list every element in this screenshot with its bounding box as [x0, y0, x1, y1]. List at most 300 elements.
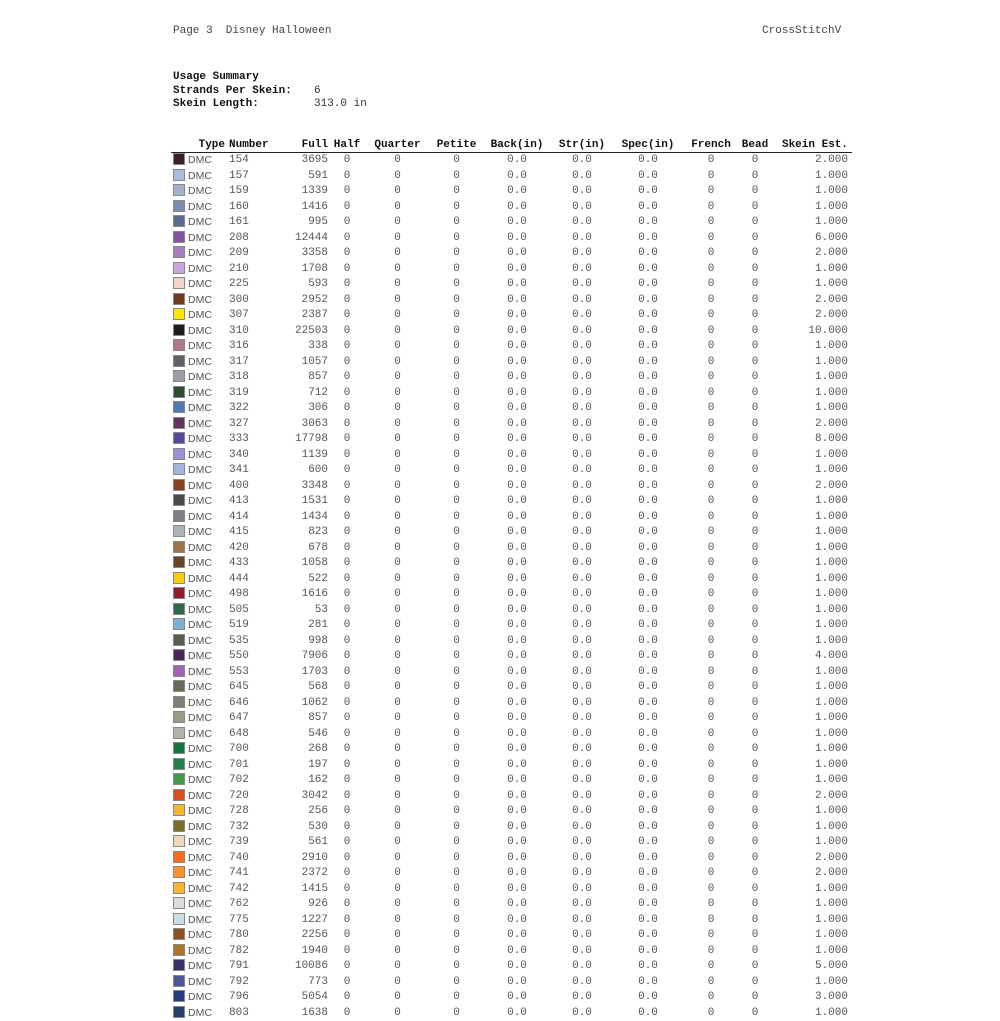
spec-cell: 0.0: [614, 990, 682, 1006]
quarter-cell: 0: [366, 866, 429, 882]
bead-cell: 0: [740, 510, 770, 526]
petite-cell: 0: [429, 866, 484, 882]
bead-cell: 0: [740, 417, 770, 433]
back-cell: 0.0: [484, 386, 550, 402]
thread-type: DMC: [188, 635, 212, 647]
back-cell: 0.0: [484, 587, 550, 603]
spec-cell: 0.0: [614, 200, 682, 216]
color-swatch-icon: [173, 246, 185, 258]
petite-cell: 0: [429, 820, 484, 836]
app-name: CrossStitchV: [762, 25, 841, 37]
half-cell: 0: [328, 665, 366, 681]
usage-summary: [173, 71, 367, 112]
petite-cell: 0: [429, 494, 484, 510]
petite-cell: 0: [429, 401, 484, 417]
back-cell: 0.0: [484, 835, 550, 851]
str-cell: 0.0: [550, 634, 614, 650]
bead-cell: 0: [740, 711, 770, 727]
number-cell: 645: [229, 680, 273, 696]
full-cell: 1434: [273, 510, 328, 526]
french-cell: 0: [682, 649, 740, 665]
number-cell: 728: [229, 804, 273, 820]
petite-cell: 0: [429, 215, 484, 231]
french-cell: 0: [682, 339, 740, 355]
type-cell: [171, 773, 229, 789]
color-swatch-icon: [173, 835, 185, 847]
str-cell: 0.0: [550, 913, 614, 929]
spec-cell: 0.0: [614, 928, 682, 944]
bead-cell: 0: [740, 773, 770, 789]
thread-type: DMC: [188, 960, 212, 972]
half-cell: 0: [328, 866, 366, 882]
table-row: [171, 494, 852, 510]
petite-cell: 0: [429, 882, 484, 898]
skein-est-cell: 1.000: [770, 572, 852, 588]
table-row: [171, 975, 852, 991]
number-cell: 780: [229, 928, 273, 944]
quarter-cell: 0: [366, 851, 429, 867]
quarter-cell: 0: [366, 696, 429, 712]
back-cell: 0.0: [484, 804, 550, 820]
skein-est-cell: 2.000: [770, 789, 852, 805]
thread-type: DMC: [188, 402, 212, 414]
petite-cell: 0: [429, 696, 484, 712]
spec-cell: 0.0: [614, 231, 682, 247]
table-row: [171, 789, 852, 805]
quarter-cell: 0: [366, 587, 429, 603]
full-cell: 2952: [273, 293, 328, 309]
french-cell: 0: [682, 215, 740, 231]
petite-cell: 0: [429, 200, 484, 216]
table-row: [171, 696, 852, 712]
half-cell: 0: [328, 339, 366, 355]
back-cell: 0.0: [484, 200, 550, 216]
color-swatch-icon: [173, 990, 185, 1002]
full-cell: 268: [273, 742, 328, 758]
number-cell: 720: [229, 789, 273, 805]
french-cell: 0: [682, 603, 740, 619]
full-cell: 857: [273, 370, 328, 386]
back-cell: 0.0: [484, 479, 550, 495]
french-cell: 0: [682, 882, 740, 898]
color-swatch-icon: [173, 463, 185, 475]
thread-type: DMC: [188, 154, 212, 166]
table-row: [171, 463, 852, 479]
skein-est-cell: 4.000: [770, 649, 852, 665]
french-cell: 0: [682, 835, 740, 851]
quarter-cell: 0: [366, 603, 429, 619]
skein-est-cell: 10.000: [770, 324, 852, 340]
half-cell: 0: [328, 401, 366, 417]
table-row: [171, 417, 852, 433]
spec-cell: 0.0: [614, 479, 682, 495]
str-cell: 0.0: [550, 525, 614, 541]
half-cell: 0: [328, 448, 366, 464]
number-cell: 310: [229, 324, 273, 340]
petite-cell: 0: [429, 184, 484, 200]
type-cell: [171, 339, 229, 355]
french-cell: 0: [682, 773, 740, 789]
french-cell: 0: [682, 804, 740, 820]
number-cell: 340: [229, 448, 273, 464]
french-cell: 0: [682, 386, 740, 402]
bead-cell: 0: [740, 339, 770, 355]
french-cell: 0: [682, 246, 740, 262]
half-cell: 0: [328, 742, 366, 758]
type-cell: [171, 990, 229, 1006]
petite-cell: 0: [429, 649, 484, 665]
back-cell: 0.0: [484, 975, 550, 991]
quarter-cell: 0: [366, 897, 429, 913]
color-swatch-icon: [173, 572, 185, 584]
thread-type: DMC: [188, 898, 212, 910]
french-cell: 0: [682, 169, 740, 185]
table-row: [171, 851, 852, 867]
quarter-cell: 0: [366, 944, 429, 960]
back-cell: 0.0: [484, 169, 550, 185]
half-cell: 0: [328, 727, 366, 743]
skein-est-cell: 1.000: [770, 525, 852, 541]
full-cell: 1708: [273, 262, 328, 278]
table-row: [171, 184, 852, 200]
petite-cell: 0: [429, 262, 484, 278]
petite-cell: 0: [429, 339, 484, 355]
number-cell: 333: [229, 432, 273, 448]
thread-type: DMC: [188, 774, 212, 786]
type-cell: [171, 820, 229, 836]
number-cell: 400: [229, 479, 273, 495]
table-row: [171, 200, 852, 216]
str-cell: 0.0: [550, 401, 614, 417]
full-cell: 2387: [273, 308, 328, 324]
type-cell: [171, 789, 229, 805]
skein-est-cell: 1.000: [770, 742, 852, 758]
type-cell: [171, 184, 229, 200]
french-cell: 0: [682, 789, 740, 805]
str-cell: 0.0: [550, 200, 614, 216]
thread-type: DMC: [188, 914, 212, 926]
spec-cell: 0.0: [614, 804, 682, 820]
skein-est-cell: 2.000: [770, 479, 852, 495]
type-cell: [171, 649, 229, 665]
table-row: [171, 246, 852, 262]
type-cell: [171, 169, 229, 185]
petite-cell: 0: [429, 928, 484, 944]
number-cell: 317: [229, 355, 273, 371]
bead-cell: 0: [740, 293, 770, 309]
bead-cell: 0: [740, 184, 770, 200]
bead-cell: 0: [740, 308, 770, 324]
spec-cell: 0.0: [614, 308, 682, 324]
quarter-cell: 0: [366, 680, 429, 696]
thread-type: DMC: [188, 511, 212, 523]
str-cell: 0.0: [550, 990, 614, 1006]
half-cell: 0: [328, 417, 366, 433]
skein-est-cell: 1.000: [770, 913, 852, 929]
table-row: [171, 618, 852, 634]
half-cell: 0: [328, 510, 366, 526]
number-cell: 741: [229, 866, 273, 882]
type-cell: [171, 510, 229, 526]
petite-cell: 0: [429, 913, 484, 929]
color-swatch-icon: [173, 928, 185, 940]
str-cell: 0.0: [550, 293, 614, 309]
str-cell: 0.0: [550, 680, 614, 696]
col-str: Str(in): [550, 138, 614, 153]
french-cell: 0: [682, 742, 740, 758]
color-swatch-icon: [173, 804, 185, 816]
skein-est-cell: 1.000: [770, 603, 852, 619]
type-cell: [171, 804, 229, 820]
type-cell: [171, 448, 229, 464]
french-cell: 0: [682, 959, 740, 975]
str-cell: 0.0: [550, 851, 614, 867]
skein-est-cell: 1.000: [770, 711, 852, 727]
str-cell: 0.0: [550, 1006, 614, 1021]
strands-label: Strands Per Skein:: [173, 85, 314, 99]
thread-type: DMC: [188, 991, 212, 1003]
str-cell: 0.0: [550, 649, 614, 665]
type-cell: [171, 665, 229, 681]
skein-est-cell: 2.000: [770, 866, 852, 882]
skein-est-cell: 1.000: [770, 401, 852, 417]
full-cell: 823: [273, 525, 328, 541]
half-cell: 0: [328, 231, 366, 247]
quarter-cell: 0: [366, 386, 429, 402]
table-row: [171, 355, 852, 371]
petite-cell: 0: [429, 370, 484, 386]
thread-type: DMC: [188, 588, 212, 600]
petite-cell: 0: [429, 293, 484, 309]
skein-est-cell: 1.000: [770, 835, 852, 851]
number-cell: 742: [229, 882, 273, 898]
number-cell: 415: [229, 525, 273, 541]
color-swatch-icon: [173, 293, 185, 305]
back-cell: 0.0: [484, 928, 550, 944]
skein-est-cell: 1.000: [770, 541, 852, 557]
half-cell: 0: [328, 634, 366, 650]
color-swatch-icon: [173, 975, 185, 987]
french-cell: 0: [682, 510, 740, 526]
spec-cell: 0.0: [614, 758, 682, 774]
number-cell: 647: [229, 711, 273, 727]
petite-cell: 0: [429, 711, 484, 727]
full-cell: 1139: [273, 448, 328, 464]
color-swatch-icon: [173, 944, 185, 956]
bead-cell: 0: [740, 169, 770, 185]
french-cell: 0: [682, 293, 740, 309]
type-cell: [171, 417, 229, 433]
half-cell: 0: [328, 944, 366, 960]
thread-type: DMC: [188, 185, 212, 197]
str-cell: 0.0: [550, 820, 614, 836]
skein-est-cell: 8.000: [770, 432, 852, 448]
full-cell: 1616: [273, 587, 328, 603]
bead-cell: 0: [740, 277, 770, 293]
quarter-cell: 0: [366, 990, 429, 1006]
type-cell: [171, 293, 229, 309]
half-cell: 0: [328, 773, 366, 789]
spec-cell: 0.0: [614, 634, 682, 650]
back-cell: 0.0: [484, 603, 550, 619]
full-cell: 678: [273, 541, 328, 557]
skein-est-cell: 1.000: [770, 634, 852, 650]
type-cell: [171, 556, 229, 572]
petite-cell: 0: [429, 572, 484, 588]
petite-cell: 0: [429, 603, 484, 619]
table-row: [171, 541, 852, 557]
half-cell: 0: [328, 308, 366, 324]
number-cell: 791: [229, 959, 273, 975]
str-cell: 0.0: [550, 711, 614, 727]
type-cell: [171, 882, 229, 898]
back-cell: 0.0: [484, 851, 550, 867]
str-cell: 0.0: [550, 758, 614, 774]
full-cell: 10086: [273, 959, 328, 975]
back-cell: 0.0: [484, 541, 550, 557]
skein-length-label: Skein Length:: [173, 98, 314, 112]
french-cell: 0: [682, 541, 740, 557]
thread-type: DMC: [188, 278, 212, 290]
col-full: Full: [273, 138, 328, 153]
str-cell: 0.0: [550, 246, 614, 262]
petite-cell: 0: [429, 556, 484, 572]
table-row: [171, 634, 852, 650]
thread-type: DMC: [188, 418, 212, 430]
spec-cell: 0.0: [614, 897, 682, 913]
number-cell: 209: [229, 246, 273, 262]
table-row: [171, 603, 852, 619]
color-swatch-icon: [173, 200, 185, 212]
french-cell: 0: [682, 758, 740, 774]
half-cell: 0: [328, 262, 366, 278]
number-cell: 319: [229, 386, 273, 402]
type-cell: [171, 324, 229, 340]
type-cell: [171, 851, 229, 867]
spec-cell: 0.0: [614, 649, 682, 665]
skein-est-cell: 1.000: [770, 897, 852, 913]
color-swatch-icon: [173, 184, 185, 196]
skein-est-cell: 1.000: [770, 804, 852, 820]
skein-est-cell: 1.000: [770, 944, 852, 960]
petite-cell: 0: [429, 835, 484, 851]
petite-cell: 0: [429, 990, 484, 1006]
type-cell: [171, 494, 229, 510]
table-row: [171, 680, 852, 696]
spec-cell: 0.0: [614, 711, 682, 727]
spec-cell: 0.0: [614, 773, 682, 789]
number-cell: 300: [229, 293, 273, 309]
thread-type: DMC: [188, 201, 212, 213]
bead-cell: 0: [740, 370, 770, 386]
thread-type: DMC: [188, 573, 212, 585]
type-cell: [171, 525, 229, 541]
bead-cell: 0: [740, 386, 770, 402]
french-cell: 0: [682, 463, 740, 479]
back-cell: 0.0: [484, 773, 550, 789]
full-cell: 773: [273, 975, 328, 991]
full-cell: 338: [273, 339, 328, 355]
french-cell: 0: [682, 479, 740, 495]
table-row: [171, 401, 852, 417]
bead-cell: 0: [740, 866, 770, 882]
number-cell: 702: [229, 773, 273, 789]
half-cell: 0: [328, 897, 366, 913]
back-cell: 0.0: [484, 618, 550, 634]
quarter-cell: 0: [366, 572, 429, 588]
petite-cell: 0: [429, 959, 484, 975]
petite-cell: 0: [429, 432, 484, 448]
spec-cell: 0.0: [614, 215, 682, 231]
spec-cell: 0.0: [614, 324, 682, 340]
full-cell: 1940: [273, 944, 328, 960]
type-cell: [171, 231, 229, 247]
quarter-cell: 0: [366, 758, 429, 774]
str-cell: 0.0: [550, 897, 614, 913]
thread-type: DMC: [188, 294, 212, 306]
table-row: [171, 711, 852, 727]
table-row: [171, 866, 852, 882]
half-cell: 0: [328, 711, 366, 727]
quarter-cell: 0: [366, 618, 429, 634]
bead-cell: 0: [740, 990, 770, 1006]
full-cell: 256: [273, 804, 328, 820]
quarter-cell: 0: [366, 820, 429, 836]
spec-cell: 0.0: [614, 944, 682, 960]
color-swatch-icon: [173, 324, 185, 336]
number-cell: 775: [229, 913, 273, 929]
type-cell: [171, 866, 229, 882]
col-petite: Petite: [429, 138, 484, 153]
table-row: [171, 572, 852, 588]
color-swatch-icon: [173, 866, 185, 878]
quarter-cell: 0: [366, 804, 429, 820]
color-swatch-icon: [173, 339, 185, 351]
skein-est-cell: 6.000: [770, 231, 852, 247]
thread-type: DMC: [188, 604, 212, 616]
petite-cell: 0: [429, 355, 484, 371]
back-cell: 0.0: [484, 556, 550, 572]
petite-cell: 0: [429, 448, 484, 464]
half-cell: 0: [328, 572, 366, 588]
thread-type: DMC: [188, 650, 212, 662]
full-cell: 561: [273, 835, 328, 851]
table-row: [171, 370, 852, 386]
color-swatch-icon: [173, 510, 185, 522]
type-cell: [171, 742, 229, 758]
spec-cell: 0.0: [614, 277, 682, 293]
skein-est-cell: 1.000: [770, 928, 852, 944]
number-cell: 550: [229, 649, 273, 665]
type-cell: [171, 634, 229, 650]
back-cell: 0.0: [484, 866, 550, 882]
french-cell: 0: [682, 897, 740, 913]
bead-cell: 0: [740, 463, 770, 479]
skein-est-cell: 1.000: [770, 200, 852, 216]
french-cell: 0: [682, 928, 740, 944]
color-swatch-icon: [173, 215, 185, 227]
bead-cell: 0: [740, 231, 770, 247]
half-cell: 0: [328, 153, 366, 169]
quarter-cell: 0: [366, 463, 429, 479]
bead-cell: 0: [740, 959, 770, 975]
thread-type: DMC: [188, 619, 212, 631]
spec-cell: 0.0: [614, 696, 682, 712]
number-cell: 160: [229, 200, 273, 216]
thread-type: DMC: [188, 929, 212, 941]
type-cell: [171, 928, 229, 944]
thread-type: DMC: [188, 1007, 212, 1019]
